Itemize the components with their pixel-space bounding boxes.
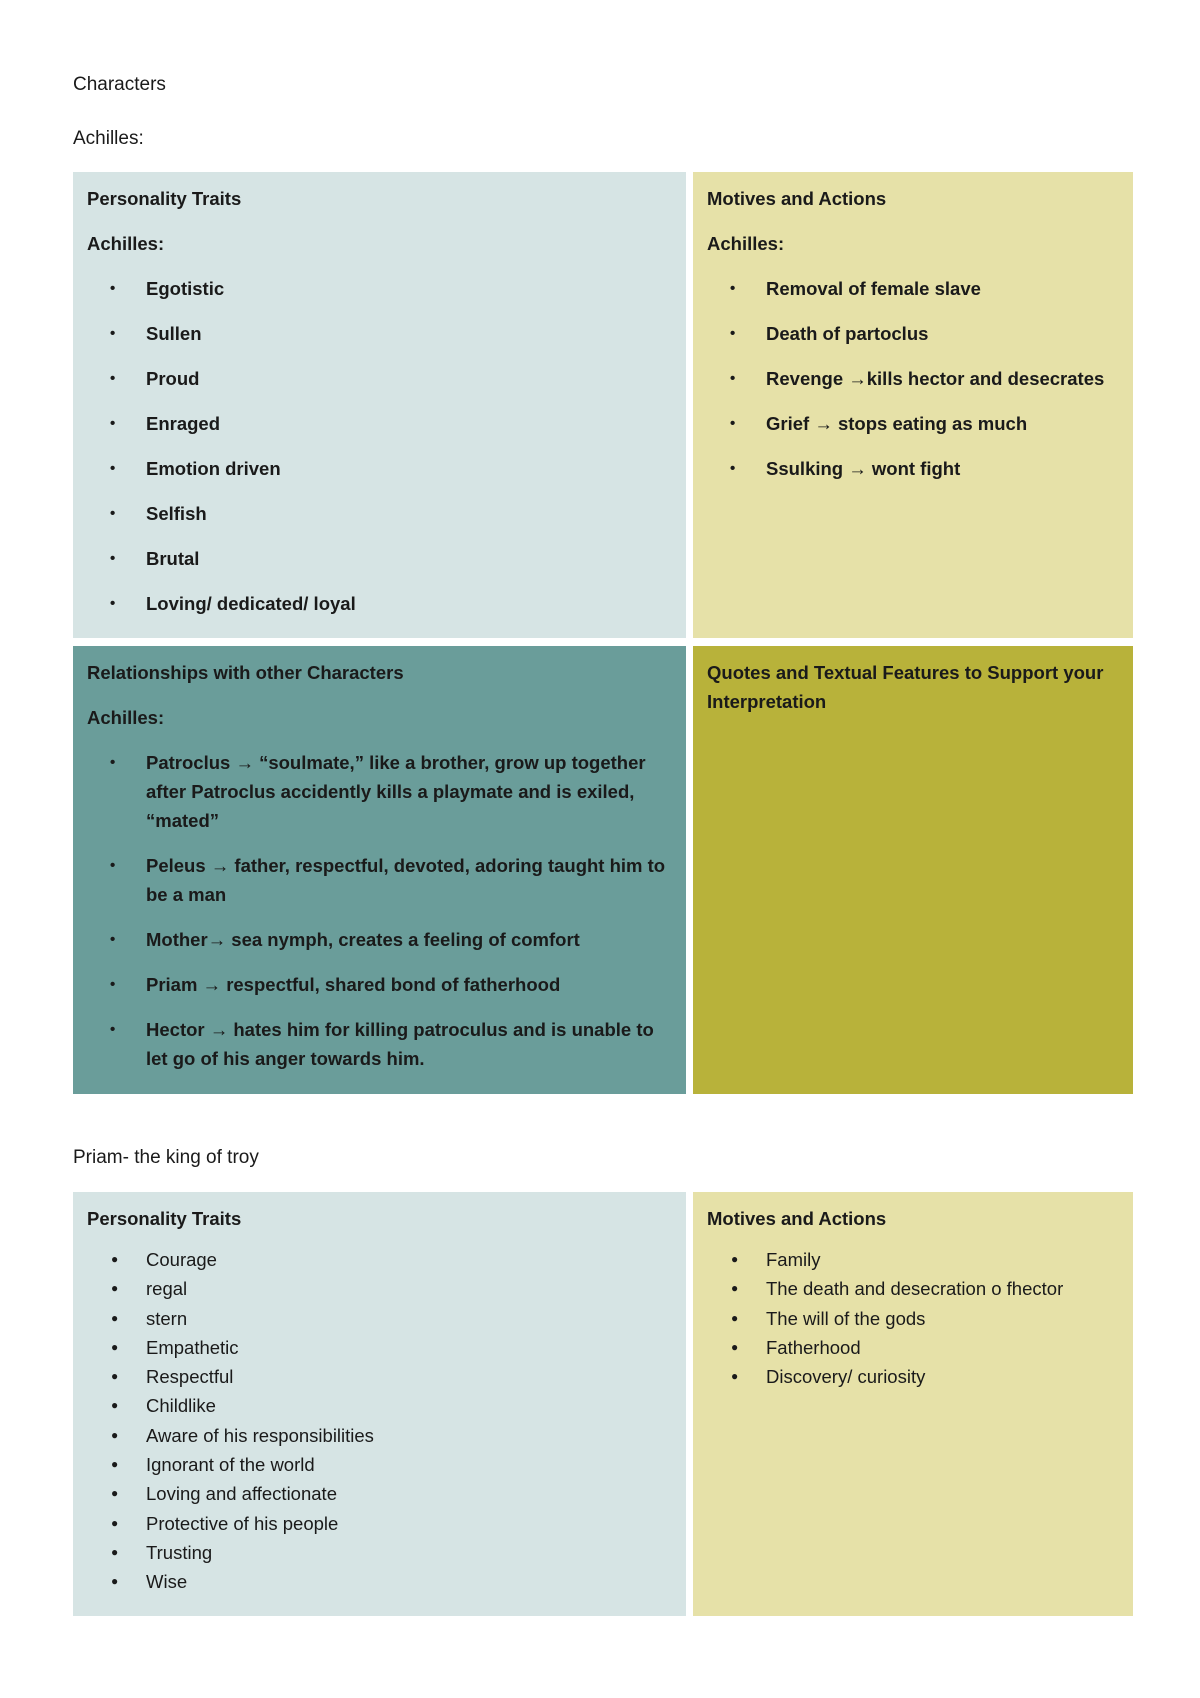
- list-item: • Mother→ sea nymph, creates a feeling of comfort: [146, 925, 672, 954]
- list-item: ● Aware of his responsibilities: [146, 1421, 672, 1450]
- achilles-section-label: Achilles:: [73, 128, 144, 149]
- list-item: ● Ignorant of the world: [146, 1450, 672, 1479]
- list-item: • Grief → stops eating as much: [766, 409, 1119, 438]
- cell-subheading: Achilles:: [707, 233, 785, 254]
- achilles-motives-cell: [693, 172, 1133, 638]
- list-item: • Ssulking → wont fight: [766, 454, 1119, 483]
- list-item: ● The will of the gods: [766, 1304, 1119, 1333]
- list-item: • Loving/ dedicated/ loyal: [146, 589, 672, 618]
- list-item: • Patroclus → “soulmate,” like a brother, grow up together after Patroclus accidently kills a playmate and is exiled, “mated”: [146, 748, 672, 835]
- list-item: • Enraged: [146, 409, 672, 438]
- achilles-table: [73, 172, 1133, 1094]
- list-item: • Brutal: [146, 544, 672, 573]
- list-item: ● Trusting: [146, 1538, 672, 1567]
- cell-heading: Motives and Actions: [707, 1208, 887, 1229]
- list-item: • Sullen: [146, 319, 672, 348]
- list-item: • Proud: [146, 364, 672, 393]
- list-item: ● Courage: [146, 1245, 672, 1274]
- achilles-quotes-cell: [693, 646, 1133, 1094]
- list-item: ● Respectful: [146, 1362, 672, 1391]
- list-item: • Peleus → father, respectful, devoted, adoring taught him to be a man: [146, 851, 672, 909]
- list-item: ● Loving and affectionate: [146, 1479, 672, 1508]
- priam-motives-cell: [693, 1192, 1133, 1616]
- cell-heading: Motives and Actions: [707, 188, 887, 209]
- list-item: • Egotistic: [146, 274, 672, 303]
- achilles-traits-list: [87, 274, 672, 618]
- cell-heading: Relationships with other Characters: [87, 662, 404, 683]
- list-item: • Death of partoclus: [766, 319, 1119, 348]
- list-item: • Priam → respectful, shared bond of fatherhood: [146, 970, 672, 999]
- list-item: ● Discovery/ curiosity: [766, 1362, 1119, 1391]
- list-item: ● Fatherhood: [766, 1333, 1119, 1362]
- cell-subheading: Achilles:: [87, 707, 165, 728]
- list-item: • Hector → hates him for killing patroculus and is unable to let go of his anger towards him.: [146, 1015, 672, 1073]
- priam-traits-list: [87, 1245, 672, 1597]
- cell-heading: Quotes and Textual Features to Support your Interpretation: [707, 662, 1104, 712]
- cell-heading: Personality Traits: [87, 1208, 242, 1229]
- achilles-motives-list: [707, 274, 1119, 483]
- list-item: • Emotion driven: [146, 454, 672, 483]
- list-item: ● regal: [146, 1274, 672, 1303]
- list-item: ● stern: [146, 1304, 672, 1333]
- page-title: Characters: [73, 74, 166, 95]
- priam-traits-cell: [73, 1192, 686, 1616]
- cell-heading: Personality Traits: [87, 188, 242, 209]
- list-item: ● Childlike: [146, 1391, 672, 1420]
- priam-motives-list: [707, 1245, 1119, 1391]
- list-item: • Selfish: [146, 499, 672, 528]
- list-item: • Revenge →kills hector and desecrates: [766, 364, 1119, 393]
- priam-section-label: Priam- the king of troy: [73, 1147, 259, 1168]
- achilles-traits-cell: [73, 172, 686, 638]
- list-item: ● Family: [766, 1245, 1119, 1274]
- list-item: ● Wise: [146, 1567, 672, 1596]
- cell-subheading: Achilles:: [87, 233, 165, 254]
- list-item: ● The death and desecration o fhector: [766, 1274, 1119, 1303]
- list-item: • Removal of female slave: [766, 274, 1119, 303]
- achilles-relationships-list: [87, 748, 672, 1073]
- list-item: ● Empathetic: [146, 1333, 672, 1362]
- list-item: ● Protective of his people: [146, 1509, 672, 1538]
- achilles-relationships-cell: [73, 646, 686, 1094]
- priam-table: [73, 1192, 1133, 1616]
